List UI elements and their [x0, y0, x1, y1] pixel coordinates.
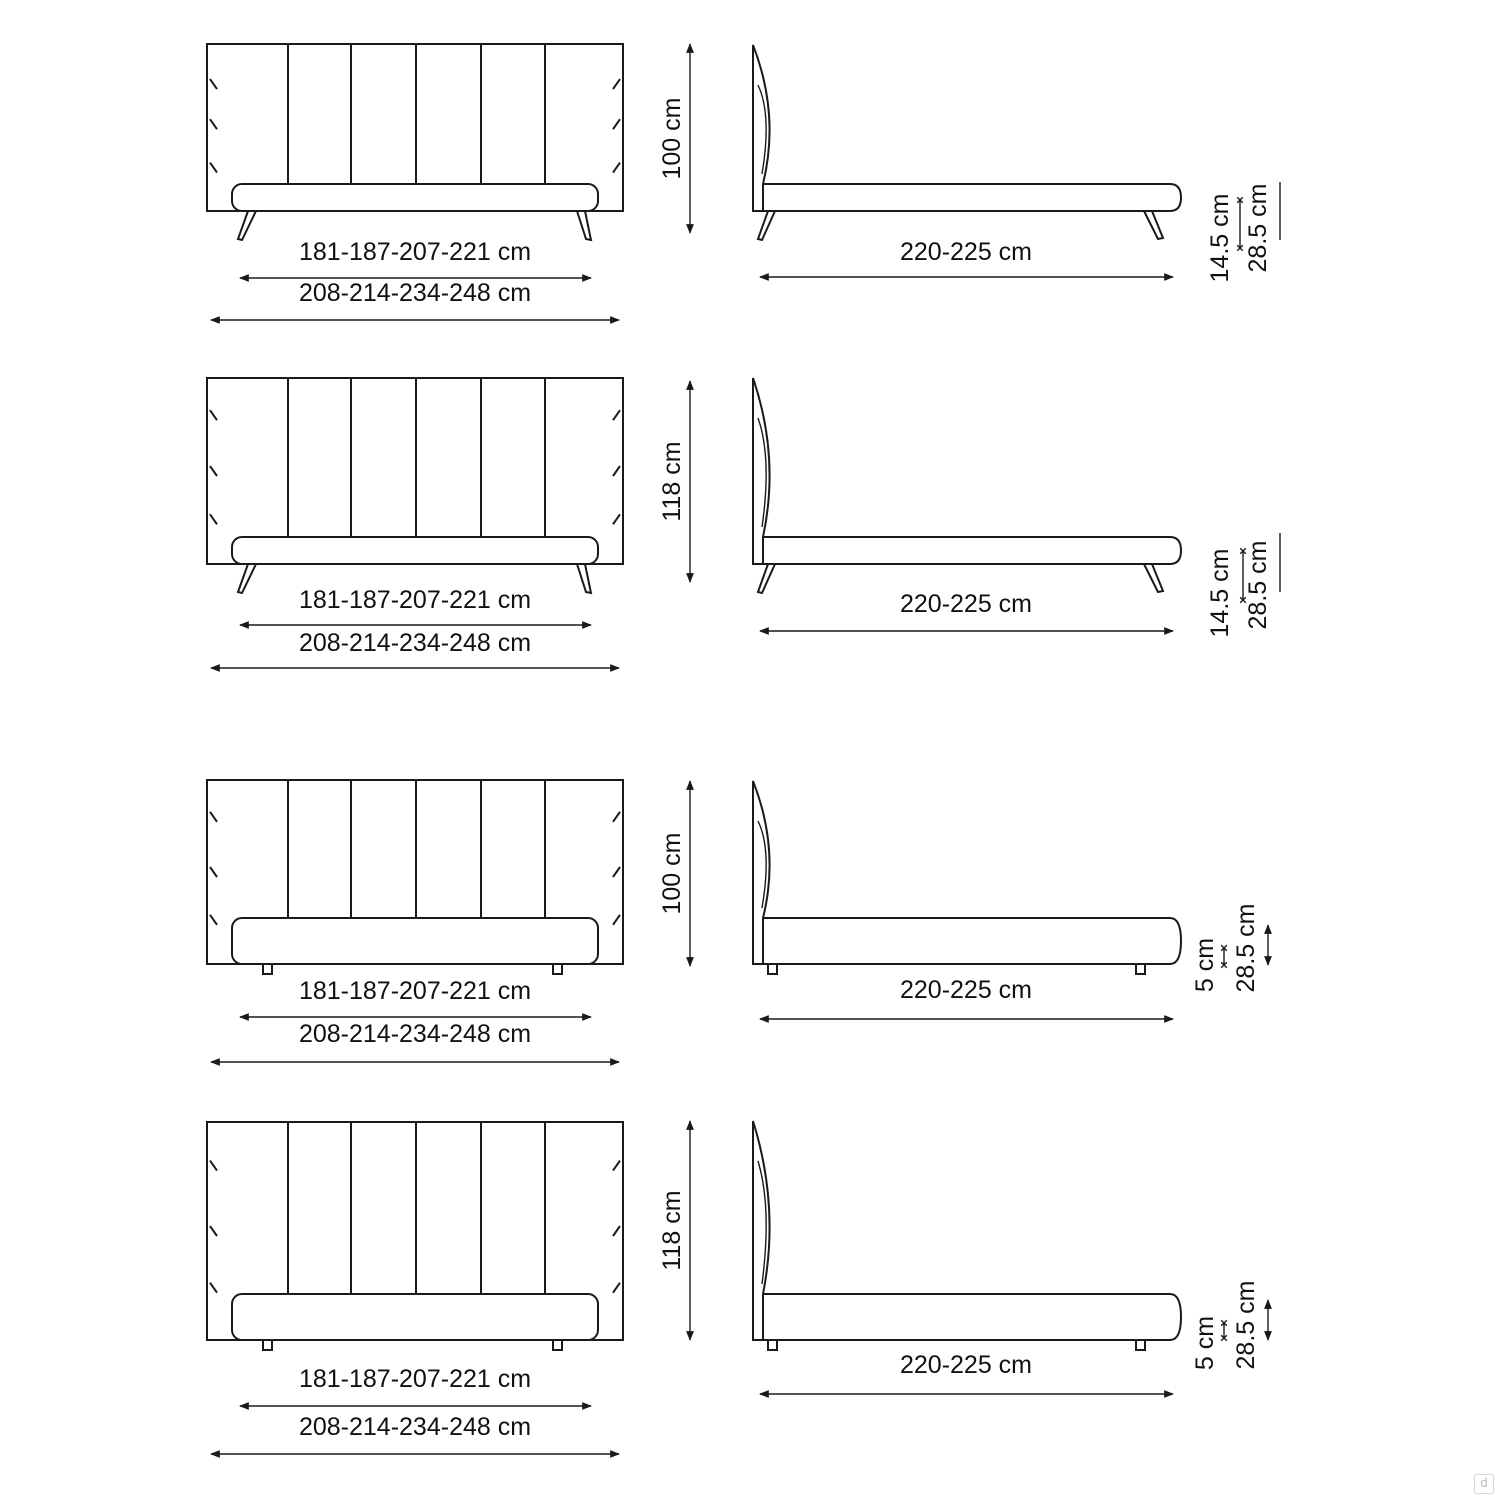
small-height-label: 14.5 cm: [1206, 548, 1234, 638]
clip-right-3: [613, 1283, 620, 1293]
bed-base-side: [763, 537, 1181, 564]
side-length-label: 220-225 cm: [899, 976, 1033, 1004]
front-inner-width-label: 181-187-207-221 cm: [298, 977, 532, 1005]
clip-right-3: [613, 915, 620, 925]
clip-left-1: [210, 410, 217, 420]
clip-right-2: [613, 867, 620, 877]
height-dimensions: [1191, 904, 1268, 993]
side-headboard: [753, 781, 770, 964]
clip-left-1: [210, 812, 217, 822]
headboard-height-label: 100 cm: [658, 97, 686, 180]
drawing-set-1: [207, 44, 1280, 320]
side-foot-back: [1136, 1340, 1145, 1350]
front-view: [207, 44, 623, 320]
clip-left-1: [210, 1161, 217, 1171]
small-height-label: 14.5 cm: [1206, 193, 1234, 283]
front-outer-width-label: 208-214-234-248 cm: [298, 629, 532, 657]
height-dimensions: [1206, 533, 1280, 637]
total-height-label: 28.5 cm: [1232, 1280, 1260, 1370]
height-dimensions: [1191, 1281, 1268, 1371]
total-height-label: 28.5 cm: [1232, 903, 1260, 993]
headboard-height-label: 118 cm: [658, 441, 686, 522]
side-leg-back: [1144, 564, 1163, 592]
side-leg-front: [758, 564, 775, 593]
clip-left-2: [210, 466, 217, 476]
side-headboard-curve: [758, 1161, 766, 1284]
side-length-label: 220-225 cm: [899, 238, 1033, 266]
headboard-height-label: 100 cm: [658, 832, 686, 915]
leg-right: [577, 564, 591, 593]
bed-base-front: [232, 918, 598, 964]
leg-left: [238, 211, 256, 240]
clip-left-2: [210, 119, 217, 129]
clip-left-1: [210, 79, 217, 89]
front-view: [207, 378, 623, 668]
leg-right: [577, 211, 591, 240]
side-headboard: [753, 1121, 770, 1340]
side-length-label: 220-225 cm: [899, 1351, 1033, 1379]
side-view: [753, 378, 1181, 631]
corner-logo: d: [1474, 1474, 1494, 1494]
drawing-set-2: [207, 378, 1280, 668]
total-height-label: 28.5 cm: [1244, 183, 1272, 273]
side-leg-front: [758, 211, 775, 240]
side-view: [753, 781, 1181, 1019]
small-height-label: 5 cm: [1191, 937, 1219, 993]
clip-right-1: [613, 410, 620, 420]
front-view: [207, 1122, 623, 1454]
side-foot-back: [1136, 964, 1145, 974]
drawing-set-4: [207, 1121, 1268, 1454]
bed-base-front: [232, 1294, 598, 1340]
clip-right-2: [613, 466, 620, 476]
clip-right-2: [613, 1226, 620, 1236]
drawing-set-3: [207, 780, 1268, 1062]
bed-base-front: [232, 184, 598, 211]
small-height-label: 5 cm: [1191, 1315, 1219, 1371]
total-height-label: 28.5 cm: [1244, 540, 1272, 630]
foot-right: [553, 964, 562, 974]
clip-left-2: [210, 1226, 217, 1236]
bed-base-side: [763, 918, 1181, 964]
side-foot-front: [768, 1340, 777, 1350]
side-headboard-curve: [758, 418, 766, 527]
front-inner-width-label: 181-187-207-221 cm: [298, 586, 532, 614]
clip-left-3: [210, 1283, 217, 1293]
height-dimensions: [1206, 182, 1280, 282]
front-outer-width-label: 208-214-234-248 cm: [298, 1020, 532, 1048]
clip-left-3: [210, 514, 217, 524]
side-view: [753, 1121, 1181, 1394]
bed-base-side: [763, 184, 1181, 211]
side-headboard: [753, 45, 770, 211]
bed-base-front: [232, 537, 598, 564]
side-headboard-curve: [758, 85, 766, 174]
clip-right-1: [613, 812, 620, 822]
side-view: [753, 45, 1181, 277]
foot-right: [553, 1340, 562, 1350]
front-inner-width-label: 181-187-207-221 cm: [298, 238, 532, 266]
side-length-label: 220-225 cm: [899, 590, 1033, 618]
clip-left-3: [210, 163, 217, 173]
clip-right-3: [613, 514, 620, 524]
foot-left: [263, 964, 272, 974]
front-inner-width-label: 181-187-207-221 cm: [298, 1365, 532, 1393]
front-view: [207, 780, 623, 1062]
front-outer-width-label: 208-214-234-248 cm: [298, 279, 532, 307]
clip-left-3: [210, 915, 217, 925]
side-foot-front: [768, 964, 777, 974]
clip-right-2: [613, 119, 620, 129]
side-leg-back: [1144, 211, 1163, 239]
foot-left: [263, 1340, 272, 1350]
side-headboard-curve: [758, 821, 766, 908]
clip-left-2: [210, 867, 217, 877]
clip-right-1: [613, 79, 620, 89]
leg-left: [238, 564, 256, 593]
clip-right-1: [613, 1161, 620, 1171]
headboard-height-label: 118 cm: [658, 1190, 686, 1271]
front-outer-width-label: 208-214-234-248 cm: [298, 1413, 532, 1441]
bed-base-side: [763, 1294, 1181, 1340]
clip-right-3: [613, 163, 620, 173]
